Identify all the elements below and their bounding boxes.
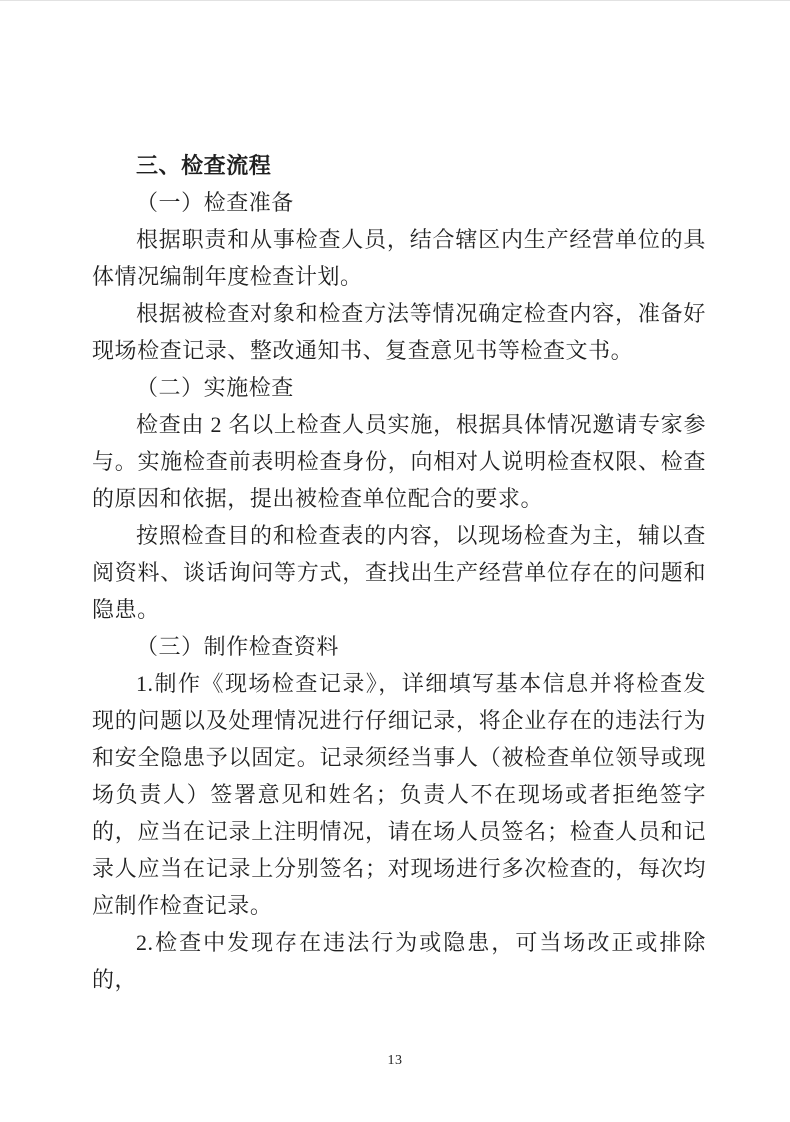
paragraph: 根据职责和从事检查人员，结合辖区内生产经营单位的具体情况编制年度检查计划。 bbox=[92, 227, 706, 289]
page-footer bbox=[0, 1051, 790, 1069]
page-number: 13 bbox=[387, 1053, 403, 1068]
paragraph: 检查由 2 名以上检查人员实施，根据具体情况邀请专家参与。实施检查前表明检查身份，向相对人说明检查权限、检查的原因和依据，提出被检查单位配合的要求。 bbox=[92, 412, 706, 511]
paragraph: 2.检查中发现存在违法行为或隐患，可当场改正或排除的， bbox=[92, 930, 706, 992]
document-heading: 三、检查流程 bbox=[136, 153, 272, 178]
section-heading: （三）制作检查资料 bbox=[136, 634, 339, 659]
document-body bbox=[92, 147, 706, 998]
paragraph: 按照检查目的和检查表的内容，以现场检查为主，辅以查阅资料、谈话询问等方式，查找出生产经营单位存在的问题和隐患。 bbox=[92, 523, 706, 622]
paragraph: 根据被检查对象和检查方法等情况确定检查内容，准备好现场检查记录、整改通知书、复查意见书等检查文书。 bbox=[92, 301, 706, 363]
paragraph: 1.制作《现场检查记录》，详细填写基本信息并将检查发现的问题以及处理情况进行仔细记录，将企业存在的违法行为和安全隐患予以固定。记录须经当事人（被检查单位领导或现场负责人）签署意见和姓名；负责人不在现场或者拒绝签字的，应当在记录上注明情况，请在场人员签名；检查人员和记录人应当在记录上分别签名；对现场进行多次检查的，每次均应制作检查记录。 bbox=[92, 671, 706, 918]
section-heading: （一）检查准备 bbox=[136, 190, 294, 215]
section-heading: （二）实施检查 bbox=[136, 375, 294, 400]
